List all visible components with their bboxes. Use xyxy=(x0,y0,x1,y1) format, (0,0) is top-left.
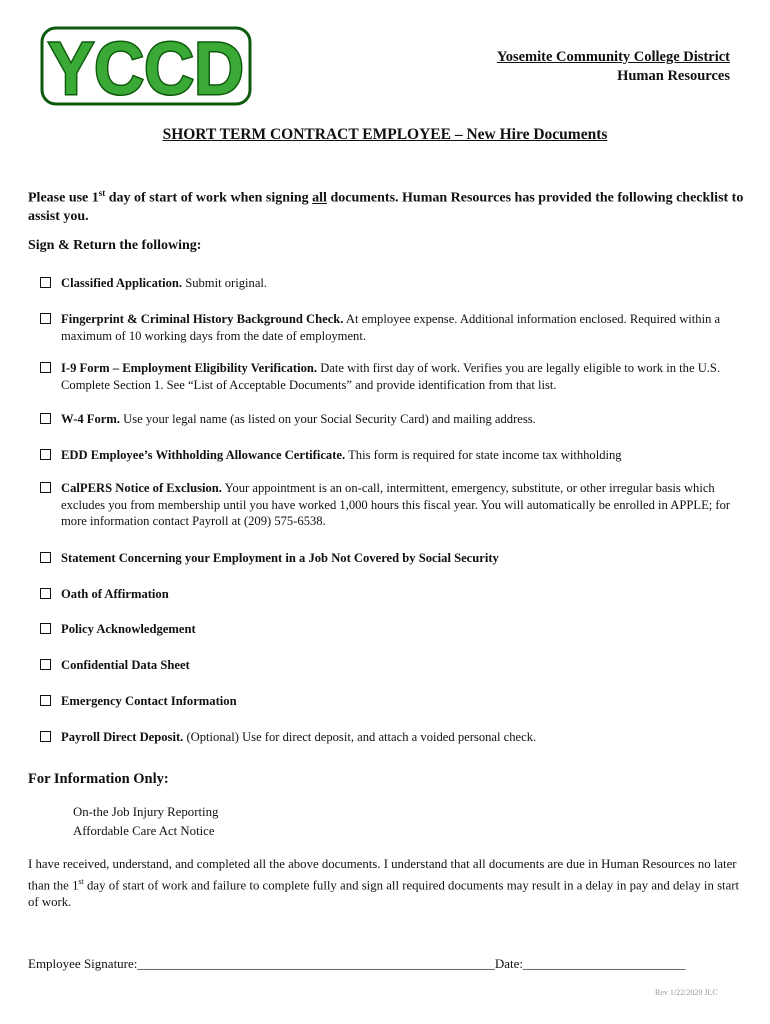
item-title: Fingerprint & Criminal History Background Check. xyxy=(61,312,344,326)
checklist-item-fingerprint xyxy=(40,311,745,344)
checklist-item-calpers xyxy=(40,480,745,530)
checkbox[interactable] xyxy=(40,482,51,493)
item-description: This form is required for state income tax withholding xyxy=(345,448,622,462)
item-title: EDD Employee’s Withholding Allowance Certificate. xyxy=(61,448,346,462)
ack-text-1: I have received, understand, and completed all the above documents. I understand that all documents are due in Human Resources no later than the 1 xyxy=(28,857,737,893)
checkbox[interactable] xyxy=(40,362,51,373)
item-description: Submit original. xyxy=(182,276,268,290)
ack-text-2: day of start of work and failure to complete fully and sign all required documents may result in a delay in pay and delay in start of work. xyxy=(28,878,740,910)
item-description: (Optional) Use for direct deposit, and attach a voided personal check. xyxy=(183,730,537,744)
department-name: Human Resources xyxy=(617,68,730,84)
checklist-item-direct-deposit xyxy=(40,729,745,746)
intro-paragraph xyxy=(28,184,748,226)
intro-text-1: Please use 1 xyxy=(28,190,99,206)
checklist-item-i9 xyxy=(40,360,745,393)
checklist-item-emergency-contact xyxy=(40,693,745,710)
checkbox[interactable] xyxy=(40,588,51,599)
item-title: Payroll Direct Deposit. xyxy=(61,730,184,744)
checkbox[interactable] xyxy=(40,413,51,424)
checklist-item-w4 xyxy=(40,411,745,428)
signature-label: Employee Signature: xyxy=(28,956,138,971)
intro-emphasis: all xyxy=(312,190,327,206)
acknowledgement-paragraph xyxy=(28,856,743,911)
signature-field[interactable]: _______________________________________________________ xyxy=(137,956,495,971)
item-description: Use your legal name (as listed on your Social Security Card) and mailing address. xyxy=(119,412,536,426)
district-header xyxy=(440,48,730,86)
checkbox[interactable] xyxy=(40,277,51,288)
item-title: I-9 Form – Employment Eligibility Verification. xyxy=(61,361,318,375)
ack-sup: st xyxy=(78,877,84,886)
item-title: Confidential Data Sheet xyxy=(61,658,190,672)
item-title: Emergency Contact Information xyxy=(61,694,237,708)
sign-return-heading: Sign & Return the following: xyxy=(28,238,202,253)
item-title: Oath of Affirmation xyxy=(61,587,169,601)
info-item: Affordable Care Act Notice xyxy=(73,824,215,838)
item-title: Classified Application. xyxy=(61,276,183,290)
yccd-logo xyxy=(40,26,252,106)
checklist-item-classified-application xyxy=(40,275,745,292)
checklist-item-edd xyxy=(40,447,745,464)
item-title: W-4 Form. xyxy=(61,412,120,426)
item-title: Statement Concerning your Employment in a Job Not Covered by Social Security xyxy=(61,551,499,565)
item-description: Your appointment is an on-call, intermittent, emergency, substitute, or other irregular basis which excludes you from membership until you have worked 1,000 hours this fiscal year. You will automatically be enrolled in APPLE; for more information contact Payroll at (209) 575-6538. xyxy=(61,481,731,528)
item-description: Date with first day of work. Verifies you are legally eligible to work in the U.S. Complete Section 1. See “List of Acceptable Documents” and provide identification from that list. xyxy=(61,361,721,392)
signature-row xyxy=(28,956,686,972)
checklist-item-confidential-data xyxy=(40,657,745,674)
revision-note: Rev 1/22/2020 JLC xyxy=(655,988,718,997)
checkbox[interactable] xyxy=(40,552,51,563)
checkbox[interactable] xyxy=(40,731,51,742)
intro-text-3: documents. Human Resources has provided the following checklist to assist you. xyxy=(28,190,744,224)
checklist-item-policy xyxy=(40,621,745,638)
intro-text-2: day of start of work when signing xyxy=(105,190,313,206)
checkbox[interactable] xyxy=(40,623,51,634)
item-title: Policy Acknowledgement xyxy=(61,622,196,636)
item-description: At employee expense. Additional information enclosed. Required within a maximum of 10 working days from the date of employment. xyxy=(61,312,721,343)
page-title: SHORT TERM CONTRACT EMPLOYEE – New Hire Documents xyxy=(162,126,608,143)
checkbox[interactable] xyxy=(40,313,51,324)
item-title: CalPERS Notice of Exclusion. xyxy=(61,481,222,495)
checklist-item-oath xyxy=(40,586,745,603)
logo-text: YCCD xyxy=(48,27,244,106)
district-name: Yosemite Community College District xyxy=(496,49,730,65)
intro-sup: st xyxy=(98,188,106,198)
info-item: On-the Job Injury Reporting xyxy=(73,805,219,819)
checkbox[interactable] xyxy=(40,449,51,460)
checklist-item-social-security-statement xyxy=(40,550,745,567)
checkbox[interactable] xyxy=(40,659,51,670)
checkbox[interactable] xyxy=(40,695,51,706)
date-label: Date: xyxy=(494,956,524,971)
date-field[interactable]: _________________________ xyxy=(523,956,686,971)
info-heading: For Information Only: xyxy=(28,771,169,787)
